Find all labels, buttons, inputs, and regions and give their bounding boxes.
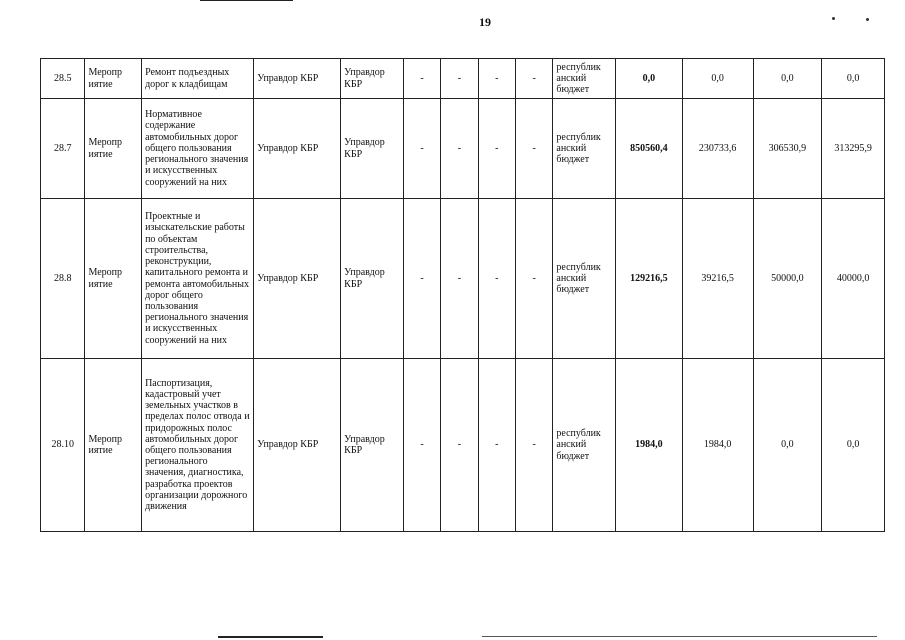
scan-artifact-bottom-right: [482, 636, 877, 637]
empty-value: -: [516, 99, 553, 199]
row-number: 28.10: [41, 359, 85, 532]
responsible-executor: Управдор КБР: [254, 99, 341, 199]
table-row: [41, 59, 885, 99]
total-amount: 129216,5: [616, 199, 683, 359]
year-3-amount: 0,0: [822, 59, 885, 99]
year-2-amount: 0,0: [753, 59, 822, 99]
year-3-amount: 40000,0: [822, 199, 885, 359]
responsible-executor: Управдор КБР: [254, 59, 341, 99]
funding-source: республик анский бюджет: [553, 59, 616, 99]
scan-dot: [832, 17, 835, 20]
total-amount: 1984,0: [616, 359, 683, 532]
scan-artifact-top: [200, 0, 293, 1]
measure-type: Меропр иятие: [85, 199, 142, 359]
empty-value: -: [403, 199, 440, 359]
year-2-amount: 50000,0: [753, 199, 822, 359]
page-number: 19: [479, 15, 491, 29]
table-row: [41, 359, 885, 532]
measure-type: Меропр иятие: [85, 359, 142, 532]
year-1-amount: 0,0: [682, 59, 753, 99]
funding-source: республик анский бюджет: [553, 99, 616, 199]
empty-value: -: [516, 59, 553, 99]
empty-value: -: [516, 199, 553, 359]
participant: Управдор КБР: [341, 99, 404, 199]
responsible-executor: Управдор КБР: [254, 199, 341, 359]
program-measures-table: [40, 58, 885, 532]
empty-value: -: [441, 59, 478, 99]
participant: Управдор КБР: [341, 199, 404, 359]
measure-name: Проектные и изыскательские работы по объектам строительства, реконструкции, капитального ремонта и ремонта автомобильных дорог общего пользования регионального значения и искусственных сооружений на них: [142, 199, 254, 359]
year-1-amount: 39216,5: [682, 199, 753, 359]
funding-source: республик анский бюджет: [553, 359, 616, 532]
participant: Управдор КБР: [341, 59, 404, 99]
year-3-amount: 313295,9: [822, 99, 885, 199]
empty-value: -: [516, 359, 553, 532]
table-row: [41, 99, 885, 199]
measure-name: Паспортизация, кадастровый учет земельных участков в пределах полос отвода и придорожных полос автомобильных дорог общего пользования регионального значения, диагностика, разработка проектов организации дорожного движения: [142, 359, 254, 532]
empty-value: -: [478, 199, 515, 359]
year-1-amount: 230733,6: [682, 99, 753, 199]
empty-value: -: [478, 59, 515, 99]
year-2-amount: 306530,9: [753, 99, 822, 199]
year-3-amount: 0,0: [822, 359, 885, 532]
scan-dot: [866, 18, 869, 21]
row-number: 28.8: [41, 199, 85, 359]
measure-name: Нормативное содержание автомобильных дорог общего пользования регионального значения и искусственных сооружений на них: [142, 99, 254, 199]
scan-artifact-bottom-left: [218, 636, 323, 638]
measure-type: Меропр иятие: [85, 59, 142, 99]
row-number: 28.5: [41, 59, 85, 99]
empty-value: -: [403, 99, 440, 199]
empty-value: -: [478, 359, 515, 532]
total-amount: 850560,4: [616, 99, 683, 199]
empty-value: -: [441, 99, 478, 199]
total-amount: 0,0: [616, 59, 683, 99]
empty-value: -: [403, 59, 440, 99]
participant: Управдор КБР: [341, 359, 404, 532]
year-2-amount: 0,0: [753, 359, 822, 532]
year-1-amount: 1984,0: [682, 359, 753, 532]
empty-value: -: [403, 359, 440, 532]
row-number: 28.7: [41, 99, 85, 199]
funding-source: республик анский бюджет: [553, 199, 616, 359]
table-row: [41, 199, 885, 359]
empty-value: -: [441, 359, 478, 532]
empty-value: -: [478, 99, 515, 199]
measure-type: Меропр иятие: [85, 99, 142, 199]
measure-name: Ремонт подъездных дорог к кладбищам: [142, 59, 254, 99]
empty-value: -: [441, 199, 478, 359]
responsible-executor: Управдор КБР: [254, 359, 341, 532]
